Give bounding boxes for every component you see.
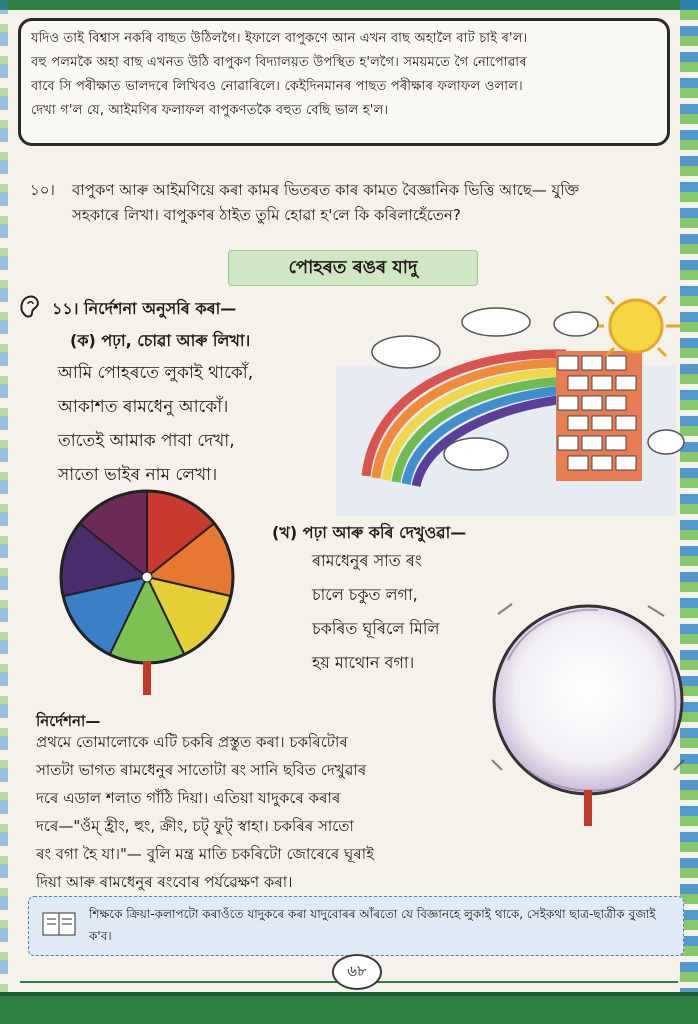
poem-line: তাতেই আমাক পাবা দেখা, <box>58 431 235 451</box>
poem-line: আকাশত ৰামধেনু আকোঁ। <box>58 397 229 417</box>
section-heading: পোহৰত ৰঙৰ যাদু <box>228 250 478 286</box>
story-line: বহু পলমকৈ অহা বাছ এখনত উঠি বাপুকণ বিদ্যালয়ত উপস্থিত হ'লগৈ। সময়মতে গৈ নোপোৱাৰ <box>31 55 527 70</box>
sun-icon <box>594 296 680 356</box>
question-line: বাপুকণ আৰু আইমণিয়ে কৰা কামৰ ভিতৰত কাৰ কামত বৈজ্ঞানিক ভিত্তি আছে— যুক্তি <box>72 181 580 199</box>
page-number: ৬৮ <box>332 954 382 990</box>
poem-line: চকৰিত ঘূৰিলে মিলি <box>312 619 440 638</box>
rainbow-stairs <box>556 351 642 481</box>
teacher-book-icon <box>39 907 79 943</box>
story-line: দেখা গ'ল যে, আইমণিৰ ফলাফল বাপুকণতকৈ বহুত বেছি ভাল হ'ল। <box>31 103 389 118</box>
question-number: ১০। <box>30 181 55 199</box>
top-border <box>0 0 698 10</box>
poem-line: আমি পোহৰতে লুকাই থাকোঁ, <box>58 363 254 383</box>
instruction-line: দৰে—"ওঁম্ হ্ৰীং, হুং, ক্ৰীং, চট্ ফুট্ স্বাহা। চকৰিৰ সাতো <box>36 817 354 835</box>
teacher-note <box>28 896 684 956</box>
teacher-note-text: শিক্ষকে ক্ৰিয়া-কলাপটো কৰাওঁতে যাদুকৰে কৰা যাদুবোৰৰ আঁৰতো যে বিজ্ঞানহে লুকাই থাকে, সেইকথা ছাত্ৰ-ছাত্ৰীক বুজাই ক'ব। <box>89 907 656 943</box>
question-10 <box>30 178 660 228</box>
instruction-heading: নিৰ্দেশনা— <box>36 712 101 730</box>
rainbow-illustration <box>336 296 688 532</box>
poem-line: ৰামধেনুৰ সাত ৰং <box>312 551 422 570</box>
wheel-stick <box>143 661 151 695</box>
question-line: সহকাৰে লিখা। বাপুকণৰ ঠাইত তুমি হোৱা হ'লে কি কৰিলাহেঁতেন? <box>72 206 461 224</box>
story-line: বাবে সি পৰীক্ষাত ভালদৰে লিখিবও নোৱাৰিলে। কেইদিনমানৰ পাছত পৰীক্ষাৰ ফলাফল ওলাল। <box>31 79 523 94</box>
color-wheel-illustration <box>54 484 240 700</box>
instruction-line: দিয়া আৰু ৰামধেনুৰ ৰংবোৰ পৰ্যৱেক্ষণ কৰা। <box>36 873 293 891</box>
instruction-line: ৰং বগা হৈ যা।"— বুলি মন্ত্ৰ মাতি চকৰিটো জোৰেৰে ঘূৰাই <box>36 845 374 863</box>
poem-line: চালে চকুত লগা, <box>312 585 418 604</box>
instruction-text <box>36 728 488 896</box>
poem-rainbow <box>58 356 253 492</box>
story-line: যদিও তাই বিশ্বাস নকৰি বাছত উঠিলগৈ। ইফালে বাপুকণে আন এখন বাছ অহালৈ বাট চাই ৰ'ল। <box>31 31 528 46</box>
instruction-line: প্ৰথমে তোমালোকে এটি চকৰি প্ৰস্তুত কৰা। চকৰিটোৰ <box>36 733 348 751</box>
story-box <box>18 18 670 146</box>
question-11-label: ১১। নিৰ্দেশনা অনুসৰি কৰা— <box>52 299 237 318</box>
poem-line: সাতো ভাইৰ নাম লেখা। <box>58 465 218 485</box>
left-decorative-border <box>0 0 8 1024</box>
spinning-wheel-illustration <box>488 600 688 844</box>
instruction-line: দৰে এডাল শলাত গাঁঠি দিয়া। এতিয়া যাদুকৰে কৰাৰ <box>36 789 341 807</box>
instruction-line: সাতটা ভাগত ৰামধেনুৰ সাতোটা ৰং সানি ছবিত দেখুৱাৰ <box>36 761 367 779</box>
subsection-kha: (খ) পঢ়া আৰু কৰি দেখুওৱা— <box>272 523 467 542</box>
poem-line: হয় মাথোন বগা। <box>312 653 415 672</box>
subsection-ka: (ক) পঢ়া, চোৱা আৰু লিখা। <box>70 331 251 350</box>
poem-wheel <box>312 544 439 680</box>
ear-listen-icon <box>16 292 44 320</box>
